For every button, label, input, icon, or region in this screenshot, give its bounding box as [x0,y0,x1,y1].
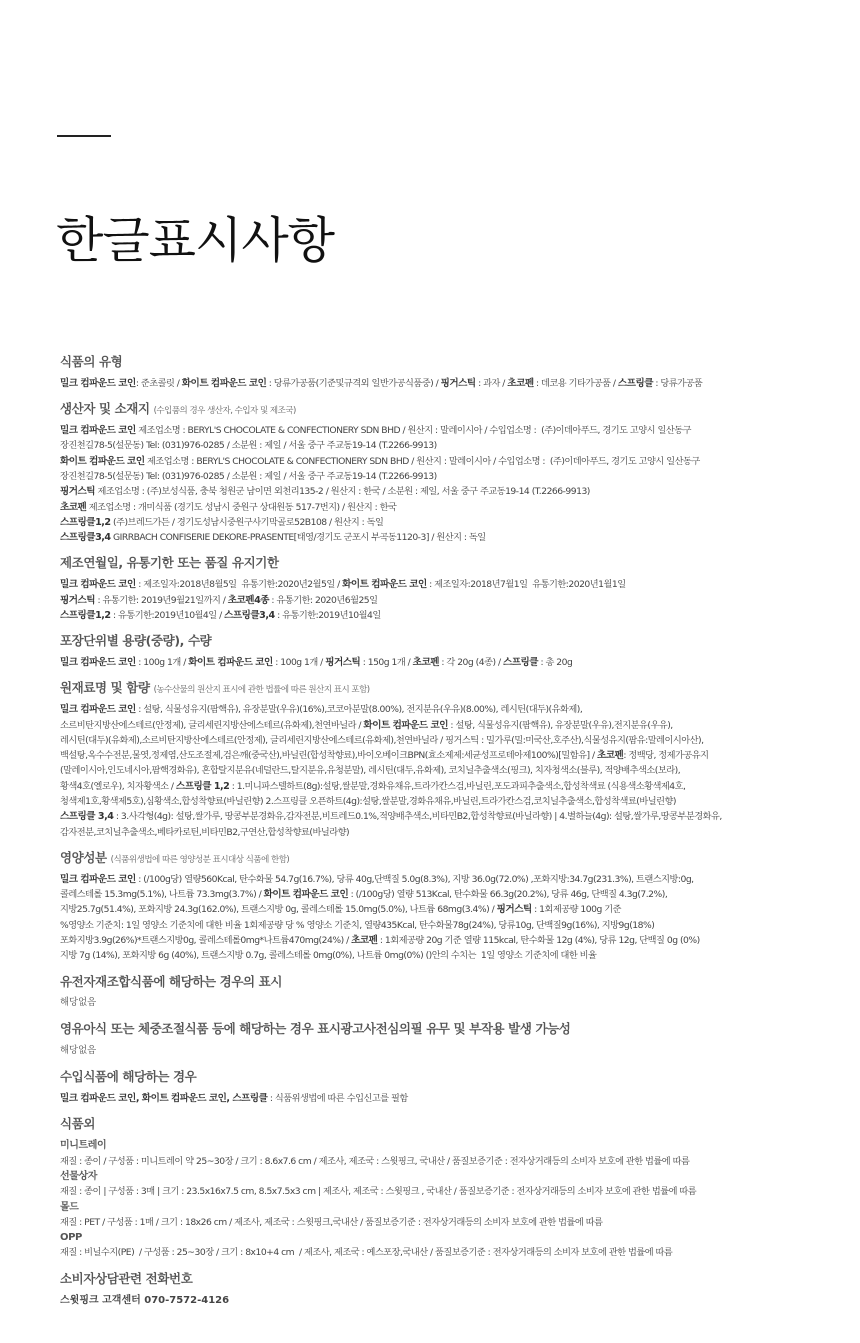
section-body [60,577,820,623]
item-text: 재질 : PET / 구성품 : 1매 / 크기 : 18x26 cm / 제조사, 제조국 : 스윗핑크,국내산 / 품질보증기준 : 전자상거래등의 소비자 보호에 관한 법률에 따름 [60,1216,603,1228]
text-segment: (말레이시아,인도네시아,팜핵경화유), 혼합탈지분유(네덜란드,탈지분유,유청분말), 레시틴(대두,유화제), 코치닐추출색소(핑크), 치자청색소(블루), 적양배추색소(보라), [60,765,681,777]
section-body [60,376,820,391]
text-segment: (주)브레드가든 / 경기도성남시중원구사기막골로52B108 / 원산지 : 독일 [110,516,384,528]
text-segment: : 1회제공량 100g 기준 [531,904,621,916]
text-line [60,376,820,391]
section-heading: 소비자상담관련 전화번호 [60,1270,193,1286]
product-name: 초코펜 [597,750,624,762]
text-line [60,593,820,608]
text-line [60,702,820,717]
text-segment: : 100g 1개 / [272,657,326,669]
text-segment: 소르비탄지방산에스테르(안정제), 글리세린지방산에스테르(유화제),천연바닐라 / [60,719,364,731]
text-segment: : 유통기한: 2020년6월25일 [269,594,378,606]
text-segment: 지방 7g (14%), 포화지방 6g (40%), 트랜스지방 0.7g, 콜레스테롤 0mg(0%), 나트륨 0mg(0%) ()안의 수치는 1일 영양소 기준치에 대한 비율 [60,950,597,962]
text-segment: : 제조일자:2018년7월1일 유통기한:2020년1월1일 [426,579,626,591]
section-heading: 식품외 [60,1116,96,1132]
section-heading: 식품의 유형 [60,354,123,369]
text-segment: : 100g 1개 / [135,657,189,669]
section-imported [60,1069,820,1106]
item-text: 재질 : 비닐수지(PE) / 구성품 : 25~30장 / 크기 : 8x10+4 cm / 제조사, 제조국 : 예스포장,국내산 / 품질보증기준 : 전자상거래등의 소비자 보호에 관한 법률에 따름 [60,1247,673,1259]
product-name: 스프링클 3,4 [60,811,114,823]
section-nutrition [60,850,820,964]
section-body [60,423,820,545]
section-dates [60,555,820,623]
text-line [60,500,820,515]
text-segment: : 유통기한:2019년10월4일 [274,609,381,621]
item-name: 미니트레이 [60,1140,107,1152]
text-segment: : 유통기한:2019년10월4일 / [110,609,225,621]
text-segment: 청색제1호,황색제5호),심황색소,합성착향료(바닐린향) 2.스프링클 오픈하트(4g):설탕,쌀분말,경화유채유,바닐린,트라가칸스검,코치닐추출색소,합성착색료(바닐린향) [60,796,676,808]
product-name: 핑거스틱 [325,657,361,669]
product-name: 밀크 컴파운드 코인 [60,873,136,885]
section-food-type [60,354,820,391]
product-name: 스프링클3,4 [224,609,275,621]
text-segment: : 유통기한: 2019년9월21일까지 / [95,594,228,606]
text-segment: 제조업소명 : BERYL'S CHOCOLATE & CONFECTIONERY SDN BHD / 원산지 : 말레이시아 / 수입업소명 : (주)이데아푸드, 경기도 고양시 일산동구 [135,425,691,437]
text-line [60,454,820,469]
text-line [60,809,820,824]
product-name: 핑거스틱 [440,377,476,389]
product-name: 화이트 컴파운드 코인 [60,455,145,467]
product-name: 화이트 컴파운드 코인 [263,889,349,901]
text-segment: 장진천길78-5(설문동) Tel: (031)976-0285 / 소분원 : 제일 / 서울 중구 주교동19-14 (T.2266-9913) [60,440,437,452]
text-line [60,469,820,484]
section-gmo [60,974,820,1012]
text-segment: 감자전분,코치닐추출색소,베타카로틴,비타민B2,구연산,합성착향료(바닐라향) [60,826,350,838]
section-heading: 영양성분 (식품위생법에 따른 영양성분 표시대상 식품에 한함) [60,849,290,865]
label-content [60,354,820,1319]
text-segment: : 당류가공품(기준및규격외 일반가공식품중) / [266,377,441,389]
section-producer [60,401,820,545]
section-body [60,872,820,964]
text-segment: : 설탕, 식물성유지(팜핵유), 유장분말(우유),전지분유(우유), [448,719,673,731]
section-contact [60,1271,820,1309]
text-line [60,825,820,840]
text-line [60,794,820,809]
product-name: 화이트 컴파운드 코인 [181,377,267,389]
product-name: 스프링클1,2 [60,609,111,621]
section-nonfood [60,1116,820,1260]
text-segment: : (/100g당) 열량560Kcal, 탄수화물 54.7g(16.7%), 당류 40g,단백질 5.0g(8.3%), 지방 36.0g(72.0%) ,포화지방:34.7g(231.3%), 트랜스지방:0g, [135,873,694,885]
text-line [60,918,820,933]
section-text: 해당없음 [60,1045,97,1057]
text-line [60,718,820,733]
text-segment: : 제조일자:2018년8월5일 유통기한:2020년2월5일 / [135,579,343,591]
text-line [60,608,820,623]
product-name: 스프링클1,2 [60,516,111,528]
contact-phone: 스윗핑크 고객센터 070-7572-4126 [60,1294,230,1306]
section-heading: 영유아식 또는 체중조절식품 등에 해당하는 경우 표시광고사전심의필 유무 및 부작용 발생 가능성 [60,1021,571,1037]
section-quantity [60,633,820,670]
product-name: 화이트 컴파운드 코인 [363,719,449,731]
text-segment: : 총 20g [538,657,573,669]
text-line [60,655,820,670]
text-line [60,902,820,917]
section-heading: 수입식품에 해당하는 경우 [60,1069,197,1085]
product-name: 초코펜 [60,501,87,513]
product-name: 핑거스틱 [60,486,96,498]
product-name: 핑거스틱 [496,904,532,916]
text-line [60,933,820,948]
text-segment: : 1.미니파스텔하트(8g):설탕,쌀분말,경화유채유,트라가칸스검,바닐린,포도과피추출색소,합성착색료 (식용색소황색제4호, [229,780,686,792]
page-title: 한글표시사항 [56,212,335,269]
section-heading: 유전자재조합식품에 해당하는 경우의 표시 [60,973,283,989]
text-segment: : 식품위생법에 따른 수입신고를 필함 [267,1093,408,1105]
text-line [60,1091,820,1106]
title-rule [57,135,111,137]
text-segment: 레시틴(대두)(유화제),소르비탄지방산에스테르(안정제), 글리세린지방산에스테르(유화제),천연바닐라 / 핑거스틱 : 밀가루(밀:미국산,호주산),식물성유지(팜유:말레이시아산), [60,734,704,746]
product-name: 초코펜4종 [227,594,270,606]
product-name: 초코펜 [351,934,378,946]
item-name: 선물상자 [60,1170,98,1182]
text-segment: : 데코용 기타가공품 / [533,377,618,389]
item-name: 몰드 [60,1201,79,1213]
section-ingredients [60,680,820,840]
text-segment: 지방25.7g(51.4%), 포화지방 24.3g(162.0%), 트랜스지방 0g, 콜레스테롤 15.0mg(5.0%), 나트륨 68mg(3.4%) / [60,904,497,916]
section-body [60,702,820,840]
product-name: 초코펜 [507,377,534,389]
product-name: 스프링클 [617,377,653,389]
text-segment: : 3.사각형(4g): 설탕,쌀가루, 땅콩부분경화유,감자전분,비트레드0.1%,적양배추색소,비타민B2,합성착향료(바닐라향) | 4.별하늘(4g): 설탕,쌀가루,땅콩부분경화유, [113,811,722,823]
section-body [60,655,820,670]
product-name: 핑거스틱 [60,594,96,606]
section-note: (식품위생법에 따른 영양성분 표시대상 식품에 한함) [110,854,290,865]
text-line [60,872,820,887]
product-name: 밀크 컴파운드 코인 [60,657,136,669]
item-name: OPP [60,1232,82,1244]
text-line [60,733,820,748]
text-line [60,438,820,453]
text-segment: 제조업소명 : (주)보성식품, 충북 청원군 남이면 외천리135-2 / 원산지 : 한국 / 소분원 : 제일, 서울 중구 주교동19-14 (T.2266-9913) [95,486,590,498]
text-line [60,887,820,902]
text-line [60,763,820,778]
text-segment: : (/100g당) 열량 513Kcal, 탄수화물 66.3g(20.2%), 당류 46g, 단백질 4.3g(7.2%), [348,889,668,901]
text-segment: : 정백당, 정제가공유지 [623,750,709,762]
text-segment: : 당류가공품 [652,377,703,389]
text-segment: 백설탕,옥수수전분,물엿,정제염,산도조절제,검은깨(중국산),바닐린(합성착향료),바이오베이크BPN(효소제제:세균성프로테아제100%)[밀함유] / [60,750,598,762]
item-text: 재질 : 종이 / 구성품 : 미니트레이 약 25~30장 / 크기 : 8.6x7.6 cm / 제조사, 제조국 : 스윗핑크, 국내산 / 품질보증기준 : 전자상거래등의 소비자 보호에 관한 법률에 따름 [60,1155,690,1167]
product-name: 밀크 컴파운드 코인, 화이트 컴파운드 코인, 스프링클 [60,1093,268,1105]
text-line [60,748,820,763]
text-segment: %영양소 기준치: 1일 영양소 기준치에 대한 비율 1회제공량 당 % 영양소 기준치, 열량435Kcal, 탄수화물78g(24%), 당류10g, 단백질9g(16%), 지방9g(18%) [60,919,655,931]
item-text: 재질 : 종이 | 구성품 : 3매 | 크기 : 23.5x16x7.5 cm, 8.5x7.5x3 cm | 제조사, 제조국 : 스윗핑크 , 국내산 / 품질보증기준 : 전자상거래등의 소비자 보호에 관한 법률에 따름 [60,1186,697,1198]
text-segment: 포화지방3.9g(26%)*트랜스지방0g, 콜레스테롤0mg*나트륨470mg(24%) / [60,934,352,946]
text-line [60,515,820,530]
section-note: (수입품의 경우 생산자, 수입자 및 제조국) [153,406,296,417]
product-name: 밀크 컴파운드 코인 [60,377,136,389]
text-line [60,530,820,545]
product-name: 화이트 컴파운드 코인 [342,579,427,591]
product-name: 밀크 컴파운드 코인 [60,579,136,591]
section-note: (농수산물의 원산지 표시에 관한 법률에 따른 원산지 표시 포함) [153,685,370,696]
text-segment: : 150g 1개 / [360,657,413,669]
text-segment: : 1회제공량 20g 기준 열량 115kcal, 탄수화물 12g (4%), 당류 12g, 단백질 0g (0%) [377,934,700,946]
text-segment: 장진천길78-5(설문동) Tel: (031)976-0285 / 소분원 : 제일 / 서울 중구 주교동19-14 (T.2266-9913) [60,470,437,482]
product-name: 스프링클3,4 [60,532,111,544]
text-segment: : 각 20g (4종) / [438,657,503,669]
text-segment: : 설탕, 식물성유지(팜핵유), 유장분말(우유)(16%),코코아분말(8.00%), 전지분유(우유)(8.00%), 레시틴(대두)(유화제), [135,704,583,716]
text-line [60,423,820,438]
text-line [60,779,820,794]
text-segment: GIRRBACH CONFISERIE DEKORE-PRASENTE[태영/경기도 군포시 부곡동1120-3] / 원산지 : 독일 [110,532,486,544]
section-heading: 포장단위별 용량(중량), 수량 [60,633,212,649]
text-line [60,948,820,963]
text-segment: 제조업소명 : BERYL'S CHOCOLATE & CONFECTIONERY SDN BHD / 원산지 : 말레이시아 / 수입업소명 : (주)이데아푸드, 경기도 고양시 일산동구 [144,455,700,467]
product-name: 화이트 컴파운드 코인 [188,657,273,669]
product-name: 초코펜 [412,657,439,669]
text-segment: 제조업소명 : 개미식품 (경기도 성남시 중원구 상대원동 517-7번지) / 원산지 : 한국 [86,501,397,513]
section-body [60,1091,820,1106]
text-segment: 황색4호(옐로우), 치자황색소 / [60,780,176,792]
product-name: 밀크 컴파운드 코인 [60,425,136,437]
section-heading: 원재료명 및 함량 (농수산물의 원산지 표시에 관한 법률에 따른 원산지 표시 포함) [60,680,370,696]
product-name: 스프링클 [503,657,539,669]
product-name: 밀크 컴파운드 코인 [60,704,136,716]
section-text: 해당없음 [60,997,97,1009]
section-heading: 생산자 및 소재지 (수입품의 경우 생산자, 수입자 및 제조국) [60,401,296,417]
section-heading: 제조연월일, 유통기한 또는 품질 유지기한 [60,555,279,571]
text-segment: : 준초콜릿 / [135,377,182,389]
product-name: 스프링클 1,2 [175,780,230,792]
text-segment: : 과자 / [475,377,508,389]
text-line [60,484,820,499]
section-infant [60,1021,820,1059]
text-segment: 콜레스테롤 15.3mg(5.1%), 나트륨 73.3mg(3.7%) / [60,889,264,901]
text-line [60,577,820,592]
